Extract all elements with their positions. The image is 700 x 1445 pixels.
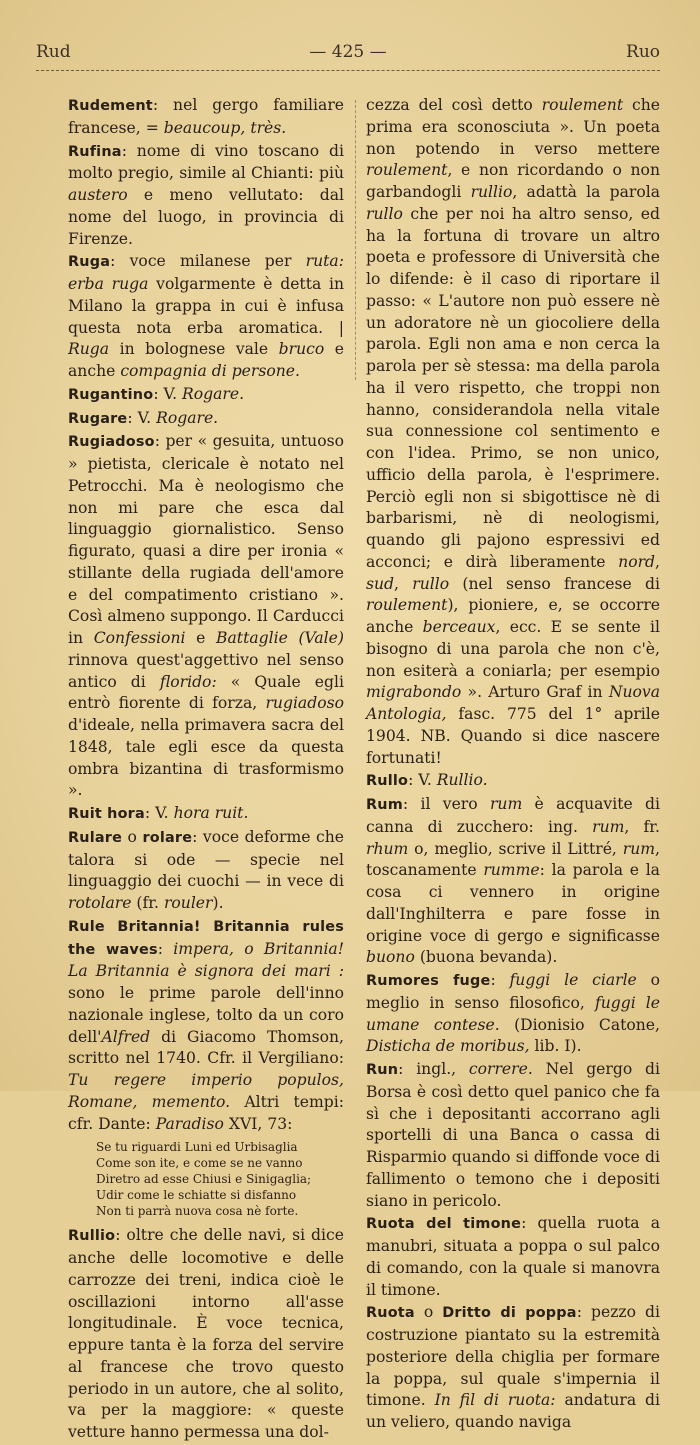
entry-italic: Paradiso — [155, 1114, 224, 1133]
entry-text: : V. — [408, 771, 437, 790]
entry-italic: Rogare. — [182, 384, 245, 403]
entry-italic: rum — [622, 839, 656, 858]
entry-italic: roulement — [541, 96, 624, 114]
entry-text: : — [157, 939, 174, 958]
entry-rulare — [68, 827, 344, 915]
entry-italic: bruco — [278, 340, 325, 359]
entry-italic: impera, o Britannia! La Britannia è signora dei mari : — [68, 939, 344, 981]
entry-headword: Rum — [366, 797, 403, 813]
entry-italic: Confessioni — [93, 629, 186, 647]
entry-text: ». Arturo Graf in — [461, 683, 609, 702]
right-column — [366, 95, 660, 1435]
entry-text: : — [490, 971, 510, 989]
entry-text: , toscanamente — [366, 839, 660, 880]
entry-text: : voce milanese per — [110, 252, 306, 271]
entry-italic: rullo — [412, 574, 450, 593]
entry-text: : la parola e la cosa ci vennero in origine dall'Inghilterra e pare fosse in origine voce di gergo e significasse — [366, 861, 660, 945]
entry-text: cezza del così detto — [366, 96, 542, 114]
entry-italic: compagnia di persone. — [120, 362, 300, 380]
entry-text: (nel senso francese di — [449, 574, 661, 593]
entry-text: : il vero — [402, 795, 490, 813]
entry-text: : quella ruota a manubri, situata a poppa o sul palco di comando, con la quale si manovra il timone. — [366, 1214, 660, 1299]
entry-text: (buona bevanda). — [414, 948, 558, 967]
page-number: — 425 — — [309, 42, 387, 62]
entry-rugare — [68, 408, 344, 431]
running-header — [36, 42, 660, 66]
entry-text: in bolognese vale — [109, 340, 279, 359]
verse-quotation — [96, 1139, 344, 1219]
entry-text: : V. — [127, 408, 157, 427]
left-column — [68, 95, 344, 1445]
entry-italic: rouler — [163, 894, 213, 912]
entry-ruga — [68, 251, 344, 383]
entry-italic: Ruga — [68, 340, 110, 359]
entry-rule-britannia — [68, 916, 344, 1136]
entry-italic: Alfred — [101, 1027, 151, 1046]
verse-line: Diretro ad esse Chiusi e Sinigaglia; — [96, 1172, 312, 1187]
verse-line: Non ti parrà nuova cosa nè forte. — [96, 1204, 299, 1219]
entry-italic: rugiadoso — [265, 694, 344, 713]
entry-italic: Rogare. — [156, 408, 219, 427]
entry-rum — [366, 794, 660, 969]
entry-italic: Battaglie (Vale) — [216, 629, 344, 647]
entry-headword: Run — [366, 1062, 399, 1078]
entry-italic: rullio — [470, 183, 513, 201]
entry-text: : oltre che delle navi, si dice anche delle locomotive e delle carrozze dei treni, indica cioè le oscillazioni intorno all'asse longitudinale. È voce tecnica, eppure tanta è la forza del servire al francese che trovo questo periodo in un autore, che al solito, va per la maggiore: « queste vetture hanno permessa una dol- — [68, 1226, 344, 1441]
entry-headword: Rulare — [68, 829, 123, 846]
entry-text: che prima era sconosciuta ». Un poeta non potendo in verso mettere — [366, 96, 660, 158]
entry-italic: hora ruit. — [173, 804, 249, 822]
entry-italic: correre. — [468, 1060, 533, 1078]
entry-text: : V. — [153, 384, 182, 403]
entry-headword: Rufina — [68, 143, 122, 160]
entry-text: ), pioniere, e, se occorre anche — [366, 596, 660, 636]
entry-rugiadoso — [68, 431, 344, 802]
entry-italic: Tu regere imperio populos, Romane, memento. — [68, 1071, 344, 1111]
entry-italic: rum — [489, 795, 523, 813]
entry-ruit-hora — [68, 803, 344, 826]
entry-rugantino — [68, 384, 344, 407]
entry-headword: Rullio — [68, 1228, 116, 1245]
entry-text: volgarmente è detta in Milano la grappa in cui è infusa questa nota erba aromatica. | — [68, 275, 344, 337]
entry-rumores-fuge — [366, 970, 660, 1058]
entry-rullio-continued — [366, 95, 660, 769]
entry-text: fasc. 775 del 1° aprile 1904. NB. Quando si dice nascere fortunati! — [366, 705, 660, 767]
entry-text: o, meglio, scrive il Littré, — [408, 839, 623, 858]
column-divider — [355, 100, 356, 380]
entry-italic: fuggi le umane contese. — [366, 993, 660, 1034]
entry-text: o meglio in senso filosofico, — [366, 971, 660, 1012]
entry-text: lib. I). — [529, 1037, 582, 1056]
entry-italic: nord — [618, 552, 656, 571]
verse-line: Udir come le schiatte si disfanno — [96, 1188, 297, 1203]
entry-italic: ruta: erba ruga — [68, 252, 344, 293]
entry-headword: Ruit hora — [68, 806, 145, 822]
entry-text: di Giacomo Thomson, scritto nel 1740. Cfr. il Vergiliano: — [68, 1027, 344, 1068]
entry-text: « Quale egli entrò fiorente di forza, — [68, 672, 344, 713]
entry-italic: rotolare — [68, 894, 132, 912]
entry-text: : voce deforme che talora si ode — specie nel linguaggio dei cuochi — in vece di — [68, 827, 344, 891]
entry-text: (fr. — [131, 894, 164, 912]
entry-text: o — [414, 1303, 443, 1322]
entry-headword: Rudement — [68, 98, 153, 114]
entry-headword: Ruga — [68, 254, 111, 271]
verse-line: Come son ite, e come se ne vanno — [96, 1156, 303, 1171]
entry-text: ). — [212, 894, 224, 912]
entry-italic: rhum — [366, 839, 409, 858]
entry-rudement — [68, 95, 344, 140]
entry-text: : pezzo di costruzione piantato su la estremità posteriore della chiglia per formare la poppa, sul quale s'impernia il timone. — [366, 1303, 660, 1410]
entry-italic: In fil di ruota: — [434, 1391, 556, 1410]
entry-rullio — [68, 1225, 344, 1444]
entry-headword-variant: rolare — [142, 829, 193, 846]
entry-italic: beaucoup, très. — [163, 118, 287, 137]
entry-text: e meno vellutato: dal nome del luogo, in provincia di Firenze. — [68, 186, 344, 248]
verse-line: Se tu riguardi Luni ed Urbisaglia — [96, 1140, 298, 1155]
entry-ruota-dritto-di-poppa — [366, 1302, 660, 1434]
entry-text: , — [394, 574, 413, 593]
entry-text: (Dionisio Catone, — [499, 1015, 660, 1034]
entry-text: : nel gergo familiare francese, — [68, 96, 344, 137]
entry-italic: rum — [592, 817, 625, 836]
entry-headword: Ruota del timone — [366, 1216, 522, 1233]
entry-italic: florido: — [159, 672, 217, 691]
entry-italic: Rullio. — [436, 771, 488, 790]
entry-italic: fuggi le ciarle — [509, 971, 637, 989]
entry-text: Altri tempi: cfr. Dante: — [68, 1092, 345, 1133]
entry-text: , fr. — [624, 817, 660, 836]
entry-italic: migrabondo — [366, 683, 462, 702]
entry-italic: Nuova Antologia, — [366, 683, 660, 723]
entry-headword: Rumores fuge — [366, 973, 491, 989]
entry-text: andatura di un veliero, quando naviga — [366, 1391, 660, 1431]
entry-text: : nome di vino toscano di molto pregio, simile al Chianti: più — [68, 141, 344, 183]
entry-text: e anche — [68, 340, 344, 380]
entry-text: , ecc. E se sente il bisogno di una parola che non c'è, non esiterà a coniarla; per esempio — [366, 618, 660, 680]
entry-italic: austero — [68, 186, 128, 204]
entry-italic: Disticha de moribus, — [366, 1037, 530, 1056]
entry-rufina — [68, 141, 344, 251]
entry-text: Nel gergo di Borsa è così detto quel panico che fa sì che i depositanti accorrano agli sportelli di una Banca o cassa di Risparmio quando si diffonde voce di fallimento o temono che i depositi siano in pericolo. — [366, 1060, 660, 1210]
entry-text: sono le prime parole dell'inno nazionale inglese, tolto da un coro dell' — [68, 984, 344, 1046]
entry-headword: Ruota — [366, 1305, 415, 1322]
entry-italic: roulement — [366, 161, 448, 180]
entry-headword: Rugiadoso — [68, 434, 155, 451]
entry-text: XVI, 73: — [223, 1114, 293, 1133]
entry-text: d'ideale, nella primavera sacra del 1848, tale egli esce da questa ombra bizantina di trasformismo ». — [68, 716, 344, 800]
entry-text: = — [145, 118, 164, 137]
entry-text: rinnova quest'aggettivo nel senso antico di — [68, 650, 344, 691]
entry-text: , — [655, 552, 660, 571]
header-right-guideword: Ruo — [626, 42, 660, 62]
entry-italic: berceaux — [422, 618, 496, 636]
entry-headword: Rugare — [68, 410, 128, 427]
entry-text: : ingl., — [398, 1060, 469, 1078]
entry-run — [366, 1059, 660, 1212]
entry-headword-variant: Dritto di poppa — [442, 1305, 577, 1322]
entry-italic: buono — [366, 948, 415, 967]
header-left-guideword: Rud — [36, 42, 71, 62]
entry-text: : per « gesuita, untuoso » pietista, clericale è notato nel Petrocchi. Ma è neologismo che non mi pare che esca dal linguaggio giornalistico. Senso figurato, quasi a dire per ironia « stillante della rugiada dell'amore e del compatimento cristiano ». Così almeno suppongo. Il Carducci in — [68, 432, 344, 647]
entry-italic: rumme — [483, 861, 540, 880]
entry-text: e — [185, 629, 217, 647]
entry-text: , adattà la parola — [512, 183, 660, 201]
entry-text: : V. — [144, 804, 174, 822]
entry-text: che per noi ha altro senso, ed ha la fortuna di trovare un altro poeta e professore di Università che lo difende: è il caso di riportare il passo: « L'autore non può essere nè un adoratore nè un giocoliere della parola. Egli non ama e non cerca la parola per sè stessa: ma della parola ha il vero rispetto, che troppi non hanno, considerandola nella vitale sua connessione col sentimento e con l'idea. Primo, se non unico, ufficio della parola, è l'esprimere. Perciò egli non si sbigottisce nè di barbarismi, nè di neologismi, quando gli pajono espressivi ed acconci; e dirà liberamente — [366, 204, 660, 571]
entry-ruota-del-timone — [366, 1213, 660, 1301]
entry-headword: Rugantino — [68, 386, 154, 403]
entry-italic: rullo — [366, 204, 403, 223]
header-rule — [36, 70, 660, 71]
entry-headword: Rullo — [366, 773, 409, 790]
entry-headword: Rule Britannia! Britannia rules the waves — [68, 918, 344, 958]
entry-text: è acquavite di canna di zucchero: ing. — [366, 795, 661, 836]
entry-rullo — [366, 770, 660, 793]
entry-italic: roulement — [366, 596, 448, 615]
entry-text: , e non ricordando o non garbandogli — [366, 161, 660, 201]
entry-italic: sud — [366, 574, 395, 593]
entry-text: o — [122, 827, 143, 846]
